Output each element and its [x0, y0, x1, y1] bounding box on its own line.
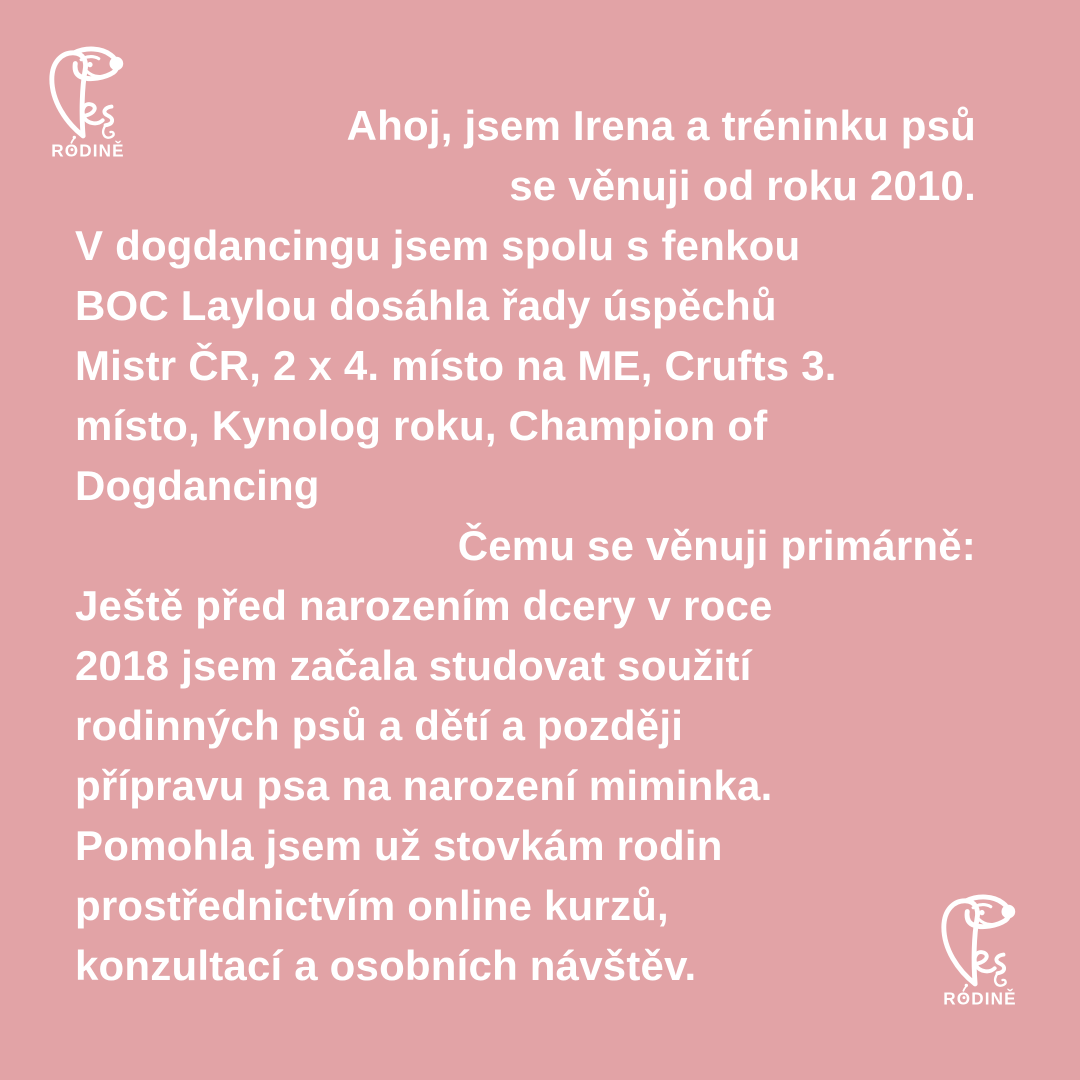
brand-logo-bottom-right	[936, 894, 1024, 1019]
tail-flourish	[995, 973, 1005, 985]
body-text-line: Mistr ČR, 2 x 4. místo na ME, Crufts 3.	[75, 342, 837, 389]
body-text-line: prostřednictvím online kurzů,	[75, 882, 669, 929]
dog-eyebrow	[973, 905, 991, 908]
dog-eyebrow	[81, 57, 99, 60]
brand-subtitle: RODINĚ	[943, 989, 1017, 1009]
script-letter-s	[996, 955, 1004, 974]
dog-smile	[979, 919, 1002, 924]
body-text-line: konzultací a osobních návštěv.	[75, 942, 697, 989]
body-text-line: se věnuji od roku 2010.	[509, 162, 976, 209]
body-text-line: přípravu psa na narození miminka.	[75, 762, 773, 809]
body-text-line: Ještě před narozením dcery v roce	[75, 582, 773, 629]
dog-ear-shape	[944, 901, 978, 984]
body-text-line: 2018 jsem začala studovat soužití	[75, 642, 752, 689]
script-letter-e	[975, 952, 995, 971]
brand-subtitle: RODINĚ	[51, 141, 125, 161]
body-text-line: Čemu se věnuji primárně:	[457, 522, 976, 569]
dog-smile	[87, 71, 110, 76]
dog-nose	[110, 57, 124, 71]
o-stem-dot	[965, 984, 968, 987]
body-text-line: Ahoj, jsem Irena a tréninku psů	[346, 102, 976, 149]
body-text-line: rodinných psů a dětí a později	[75, 702, 684, 749]
body-text-line: místo, Kynolog roku, Champion of	[75, 402, 768, 449]
body-text-line: Pomohla jsem už stovkám rodin	[75, 822, 723, 869]
body-text-line: BOC Laylou dosáhla řady úspěchů	[75, 282, 777, 329]
dog-head-p-monogram-icon	[936, 894, 1024, 1019]
body-text-block	[75, 96, 976, 996]
dog-eye	[87, 62, 92, 67]
dog-eye	[979, 910, 984, 915]
body-text-line: Dogdancing	[75, 462, 320, 509]
dog-nose	[1002, 905, 1016, 919]
body-text-line: V dogdancingu jsem spolu s fenkou	[75, 222, 801, 269]
